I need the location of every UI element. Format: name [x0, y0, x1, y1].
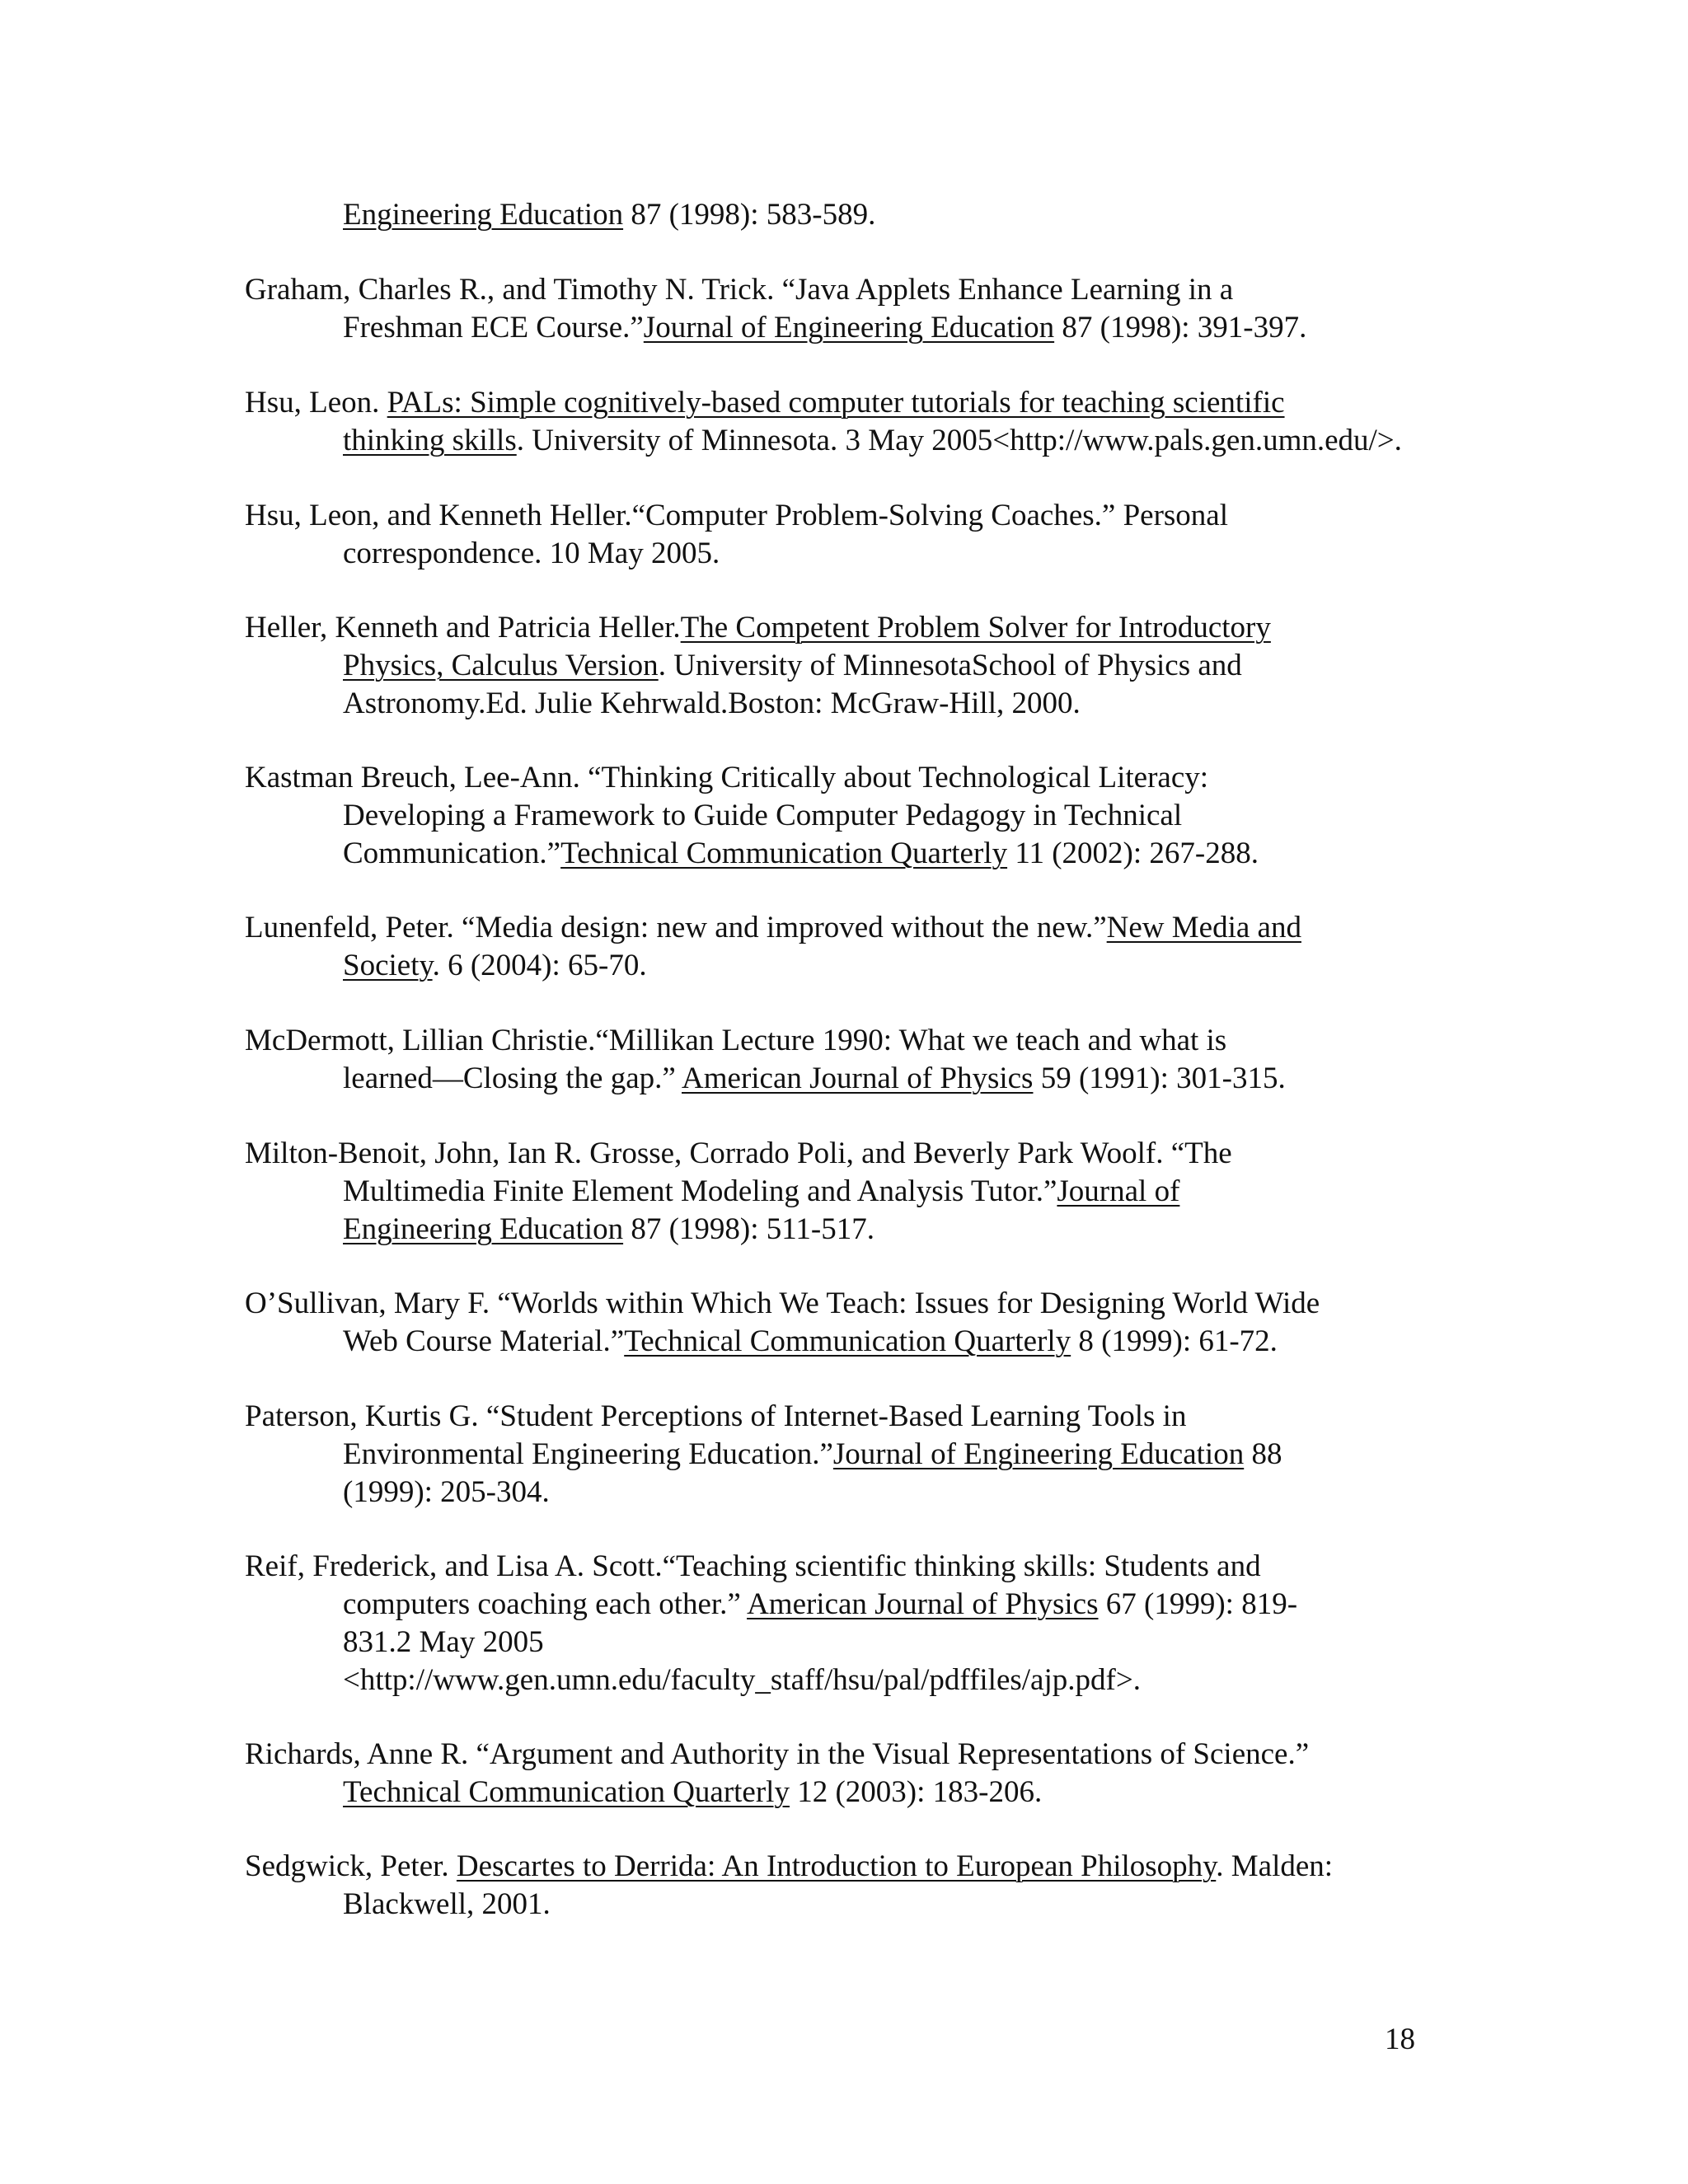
reference-line: Richards, Anne R. “Argument and Authority in the Visual Representations of Science.” — [245, 1737, 1310, 1771]
reference-line: Astronomy.Ed. Julie Kehrwald.Boston: McGraw-Hill, 2000. — [343, 687, 1081, 720]
reference-entry — [245, 1736, 1531, 1811]
reference-line: Hsu, Leon. PALs: Simple cognitively-based computer tutorials for teaching scientific — [245, 386, 1285, 419]
journal-title: Journal of Engineering Education — [832, 1437, 1245, 1471]
journal-title: Technical Communication Quarterly — [624, 1324, 1071, 1358]
reference-line: Freshman ECE Course.”Journal of Engineering Education 87 (1998): 391-397. — [343, 311, 1307, 344]
journal-title: Society — [343, 949, 433, 982]
reference-line: Engineering Education 87 (1998): 583-589. — [343, 198, 876, 232]
reference-entry — [245, 1135, 1531, 1249]
reference-line: learned—Closing the gap.” American Journal of Physics 59 (1991): 301-315. — [343, 1062, 1286, 1095]
reference-line: Environmental Engineering Education.”Journal of Engineering Education 88 — [343, 1437, 1282, 1471]
reference-line: Web Course Material.”Technical Communication Quarterly 8 (1999): 61-72. — [343, 1324, 1278, 1358]
reference-entry — [245, 1848, 1531, 1924]
journal-title: Engineering Education — [343, 1212, 624, 1246]
reference-entry — [245, 196, 1531, 234]
reference-line: 831.2 May 2005 — [343, 1625, 544, 1659]
book-title: Descartes to Derrida: An Introduction to European Philosophy — [456, 1849, 1217, 1883]
reference-line: Multimedia Finite Element Modeling and Analysis Tutor.”Journal of — [343, 1174, 1180, 1208]
work-title: thinking skills — [343, 424, 517, 457]
reference-line: Developing a Framework to Guide Computer Pedagogy in Technical — [343, 799, 1183, 832]
reference-line: Reif, Frederick, and Lisa A. Scott.“Teaching scientific thinking skills: Students and — [245, 1549, 1261, 1583]
reference-line: Engineering Education 87 (1998): 511-517. — [343, 1212, 874, 1246]
reference-entry — [245, 909, 1531, 985]
reference-line: Technical Communication Quarterly 12 (2003): 183-206. — [343, 1775, 1043, 1809]
reference-line: Communication.”Technical Communication Quarterly 11 (2002): 267-288. — [343, 837, 1259, 870]
reference-line: Graham, Charles R., and Timothy N. Trick. “Java Applets Enhance Learning in a — [245, 273, 1234, 307]
reference-line: computers coaching each other.” American Journal of Physics 67 (1999): 819- — [343, 1587, 1298, 1621]
reference-line: Physics, Calculus Version. University of MinnesotaSchool of Physics and — [343, 649, 1242, 682]
reference-entry — [245, 759, 1531, 873]
journal-title: Engineering Education — [343, 198, 624, 232]
reference-line: Sedgwick, Peter. Descartes to Derrida: An Introduction to European Philosophy. Malden: — [245, 1849, 1334, 1883]
reference-entry — [245, 1285, 1531, 1361]
journal-title: American Journal of Physics — [747, 1587, 1099, 1621]
journal-title: Journal of — [1057, 1174, 1180, 1208]
reference-line: O’Sullivan, Mary F. “Worlds within Which We Teach: Issues for Designing World Wide — [245, 1286, 1320, 1320]
reference-line: Lunenfeld, Peter. “Media design: new and improved without the new.”New Media and — [245, 911, 1301, 944]
reference-line: correspondence. 10 May 2005. — [343, 537, 720, 570]
journal-title: Journal of Engineering Education — [643, 311, 1055, 344]
work-title: PALs: Simple cognitively-based computer tutorials for teaching scientific — [387, 386, 1285, 419]
reference-entry — [245, 609, 1531, 723]
journal-title: New Media and — [1106, 911, 1301, 944]
reference-line: Hsu, Leon, and Kenneth Heller.“Computer Problem-Solving Coaches.” Personal — [245, 499, 1228, 532]
book-title: Physics, Calculus Version — [343, 649, 659, 682]
book-title: The Competent Problem Solver for Introductory — [680, 611, 1271, 644]
reference-line: Blackwell, 2001. — [343, 1887, 551, 1921]
reference-entry — [245, 1398, 1531, 1511]
journal-title: Technical Communication Quarterly — [343, 1775, 790, 1809]
reference-entry — [245, 1548, 1531, 1699]
reference-entry — [245, 497, 1531, 573]
reference-line: McDermott, Lillian Christie.“Millikan Lecture 1990: What we teach and what is — [245, 1024, 1227, 1057]
reference-line: Kastman Breuch, Lee-Ann. “Thinking Critically about Technological Literacy: — [245, 761, 1209, 794]
journal-title: Technical Communication Quarterly — [560, 837, 1008, 870]
journal-title: American Journal of Physics — [682, 1062, 1034, 1095]
reference-line: <http://www.gen.umn.edu/faculty_staff/hsu/pal/pdffiles/ajp.pdf>. — [343, 1663, 1141, 1697]
reference-entry — [245, 271, 1531, 347]
page-number: 18 — [1385, 2022, 1415, 2056]
reference-entry — [245, 1022, 1531, 1098]
reference-line: thinking skills. University of Minnesota. 3 May 2005<http://www.pals.gen.umn.edu/>. — [343, 424, 1402, 457]
reference-line: Paterson, Kurtis G. “Student Perceptions of Internet-Based Learning Tools in — [245, 1399, 1187, 1433]
reference-line: Milton-Benoit, John, Ian R. Grosse, Corrado Poli, and Beverly Park Woolf. “The — [245, 1137, 1232, 1170]
reference-line: Society. 6 (2004): 65-70. — [343, 949, 647, 982]
reference-line: (1999): 205-304. — [343, 1475, 550, 1509]
reference-entry — [245, 384, 1531, 460]
reference-line: Heller, Kenneth and Patricia Heller.The Competent Problem Solver for Introductory — [245, 611, 1271, 644]
